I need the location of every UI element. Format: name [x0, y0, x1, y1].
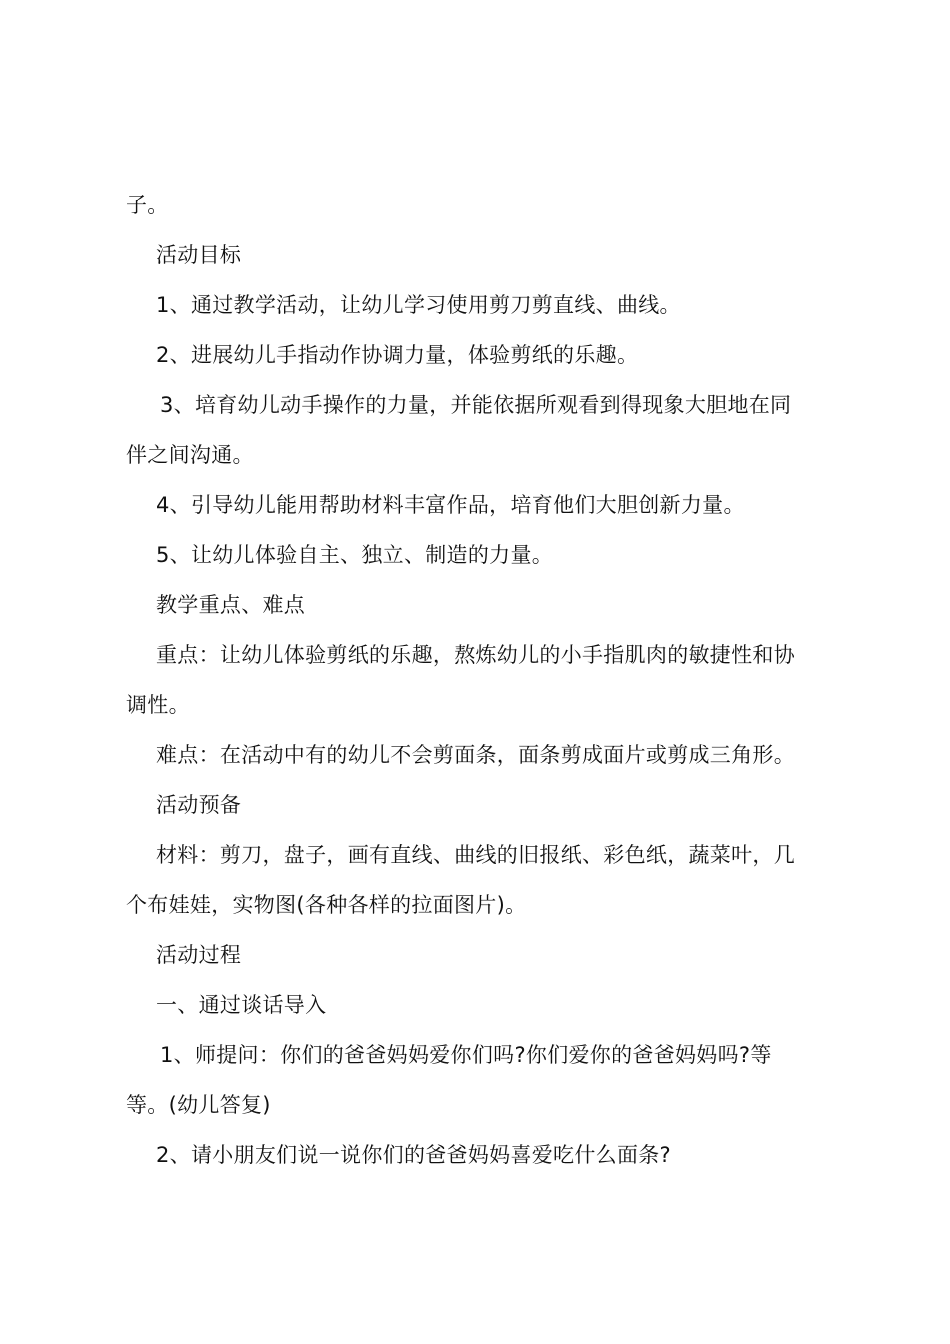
- goal-item-2: 2、进展幼儿手指动作协调力量，体验剪纸的乐趣。: [156, 343, 639, 367]
- key-point: 重点：让幼儿体验剪纸的乐趣，熬炼幼儿的小手指肌肉的敏捷性和协: [156, 643, 795, 667]
- difficult-point: 难点：在活动中有的幼儿不会剪面条，面条剪成面片或剪成三角形。: [156, 743, 795, 767]
- goal-item-1: 1、通过教学活动，让幼儿学习使用剪刀剪直线、曲线。: [156, 293, 681, 317]
- text-line-continuation: 子。: [126, 193, 169, 217]
- goal-item-5: 5、让幼儿体验自主、独立、制造的力量。: [156, 543, 554, 567]
- process-item-2: 2、请小朋友们说一说你们的爸爸妈妈喜爱吃什么面条?: [156, 1143, 672, 1167]
- process-item-1: 1、师提问：你们的爸爸妈妈爱你们吗?你们爱你的爸爸妈妈吗?等: [160, 1043, 772, 1067]
- goal-item-4: 4、引导幼儿能用帮助材料丰富作品，培育他们大胆创新力量。: [156, 493, 745, 517]
- heading-activity-goals: 活动目标: [156, 243, 242, 267]
- key-point-continued: 调性。: [126, 693, 190, 717]
- materials: 材料：剪刀，盘子，画有直线、曲线的旧报纸、彩色纸，蔬菜叶，几: [156, 843, 795, 867]
- heading-activity-preparation: 活动预备: [156, 793, 242, 817]
- goal-item-3-continued: 伴之间沟通。: [126, 443, 254, 467]
- process-item-1-continued: 等。(幼儿答复): [126, 1093, 271, 1117]
- materials-continued: 个布娃娃，实物图(各种各样的拉面图片)。: [126, 893, 527, 917]
- goal-item-3: 3、培育幼儿动手操作的力量，并能依据所观看到得现象大胆地在同: [160, 393, 792, 417]
- process-step-1-heading: 一、通过谈话导入: [156, 993, 327, 1017]
- heading-key-difficult-points: 教学重点、难点: [156, 593, 306, 617]
- heading-activity-process: 活动过程: [156, 943, 242, 967]
